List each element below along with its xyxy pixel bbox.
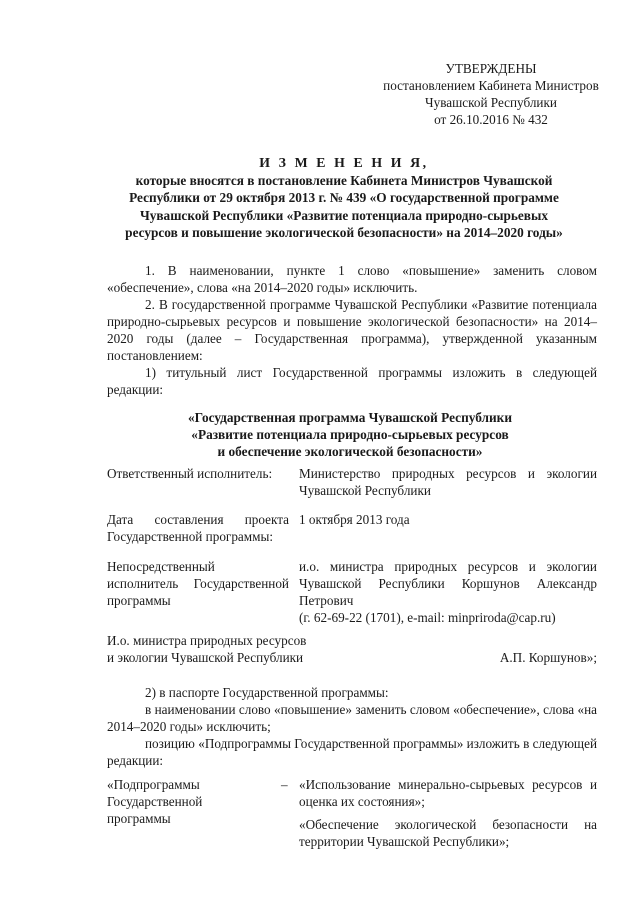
row-value (299, 558, 597, 626)
subprograms-list (299, 776, 597, 850)
row-label: Ответственный исполнитель: (107, 466, 273, 481)
row-value: Министерство природных ресурсов и экологии Чувашской Республики (299, 466, 597, 498)
signature-block (107, 632, 597, 666)
approval-line: Чувашской Республики (425, 95, 557, 110)
title-line: Республики от 29 октября 2013 г. № 439 «О государственной программе (129, 190, 559, 205)
subprograms-label: «Подпрограммы Государственной программы (107, 777, 203, 826)
row-label: Непосредственный исполнитель Государственной программы (107, 559, 289, 608)
program-title-line: «Государственная программа Чувашской Республики (188, 410, 512, 425)
paragraph-4: 2) в паспорте Государственной программы: (145, 685, 389, 700)
signature-line: и экологии Чувашской Республики (107, 650, 304, 665)
approval-block (366, 60, 616, 128)
signature-name: А.П. Коршунов»; (499, 650, 597, 665)
paragraph-3: 1) титульный лист Государственной программы изложить в следующей редакции: (107, 365, 597, 397)
paragraph-2: 2. В государственной программе Чувашской Республики «Развитие потенциала природно-сырьевых ресурсов и повышение экологической безопасности» на 2014–2020 годы (далее – Государственная программа), утвержденной указанным постановлением: (107, 297, 597, 363)
approval-heading: УТВЕРЖДЕНЫ (445, 61, 537, 76)
executor-contact: (г. 62-69-22 (1701), e-mail: minpriroda@cap.ru) (299, 610, 556, 625)
subprograms-dash: – (281, 777, 288, 792)
paragraph-5: в наименовании слово «повышение» заменить словом «обеспечение», слова «на 2014–2020 годы» исключить; (107, 702, 597, 734)
approval-date: от 26.10.2016 № 432 (434, 112, 548, 127)
paragraph-6: позицию «Подпрограммы Государственной программы» изложить в следующей редакции: (107, 736, 597, 768)
title-line: Чувашской Республики «Развитие потенциала природно-сырьевых (139, 207, 549, 223)
paragraph-1: 1. В наименовании, пункте 1 слово «повышение» заменить словом «обеспечение», слова «на 2014–2020 годы» исключить. (107, 263, 597, 295)
title-line: которые вносятся в постановление Кабинета Министров Чувашской (135, 172, 553, 188)
executor-name: и.о. министра природных ресурсов и экологии Чувашской Республики Коршунов Александр Петрович (299, 559, 597, 608)
subprogram-item: «Использование минерально-сырьевых ресурсов и оценка их состояния»; (299, 777, 597, 809)
approval-line: постановлением Кабинета Министров (383, 78, 599, 93)
subprogram-item: «Обеспечение экологической безопасности на территории Чувашской Республики»; (299, 817, 597, 849)
row-value: 1 октября 2013 года (299, 512, 410, 527)
program-title (130, 409, 570, 460)
row-label: Дата составления проекта Государственной программы: (107, 512, 289, 544)
title-line: ресурсов и повышение экологической безопасности» на 2014–2020 годы» (125, 225, 563, 240)
document-title (104, 154, 584, 242)
program-title-line: «Развитие потенциала природно-сырьевых ресурсов (191, 427, 509, 442)
program-title-line: и обеспечение экологической безопасности» (217, 444, 483, 459)
signature-line: И.о. министра природных ресурсов (107, 633, 307, 648)
title-heading: И З М Е Н Е Н И Я, (259, 155, 429, 170)
